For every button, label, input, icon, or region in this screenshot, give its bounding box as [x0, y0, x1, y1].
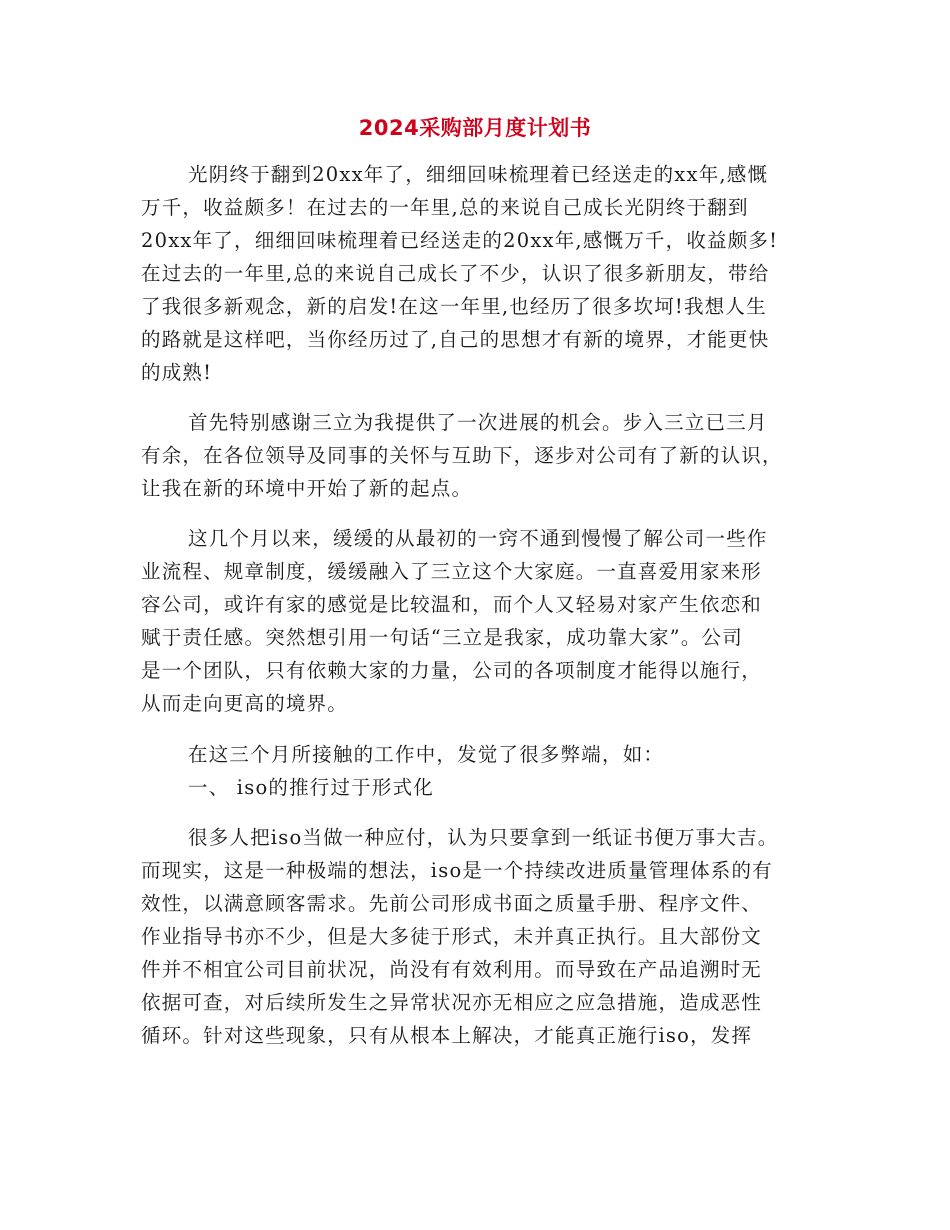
body-line: 容公司，或许有家的感觉是比较温和，而个人又轻易对家产生依恋和	[141, 593, 763, 616]
body-line: 循环。针对这些现象，只有从根本上解决，才能真正施行iso，发挥	[141, 1024, 753, 1047]
body-line: 在过去的一年里,总的来说自己成长了不少，认识了很多新朋友，带给	[141, 262, 770, 285]
body-line: 首先特别感谢三立为我提供了一次进展的机会。步入三立已三月	[188, 411, 768, 434]
body-line: 而现实，这是一种极端的想法，iso是一个持续改进质量管理体系的有	[141, 859, 773, 882]
body-line: 20xx年了，细细回味梳理着已经送走的20xx年,感慨万千，收益颇多!	[141, 229, 779, 252]
body-line: 这几个月以来，缓缓的从最初的一窍不通到慢慢了解公司一些作	[188, 527, 768, 550]
body-line: 作业指导书亦不少，但是大多徒于形式，未并真正执行。且大部份文	[141, 925, 763, 948]
body-line: 让我在新的环境中开始了新的起点。	[141, 477, 473, 500]
body-line: 在这三个月所接触的工作中，发觉了很多弊端，如：	[188, 743, 665, 766]
body-line: 依据可查，对后续所发生之异常状况亦无相应之应急措施，造成恶性	[141, 991, 763, 1014]
section-heading: 一、 iso的推行过于形式化	[188, 776, 434, 799]
body-line: 效性，以满意顾客需求。先前公司形成书面之质量手册、程序文件、	[141, 892, 763, 915]
body-line: 的成熟!	[141, 361, 213, 384]
body-line: 了我很多新观念，新的启发!在这一年里,也经历了很多坎坷!我想人生	[141, 295, 767, 318]
body-line: 是一个团队，只有依赖大家的力量，公司的各项制度才能得以施行，	[141, 659, 763, 682]
body-line: 赋于责任感。突然想引用一句话“三立是我家，成功靠大家”。公司	[141, 626, 743, 649]
body-line: 万千，收益颇多！在过去的一年里,总的来说自己成长光阴终于翻到	[141, 196, 749, 219]
body-line: 件并不相宜公司目前状况，尚没有有效利用。而导致在产品追溯时无	[141, 958, 763, 981]
body-line: 业流程、规章制度，缓缓融入了三立这个大家庭。一直喜爱用家来形	[141, 560, 763, 583]
body-line: 从而走向更高的境界。	[141, 692, 349, 715]
body-line: 光阴终于翻到20xx年了，细细回味梳理着已经送走的xx年,感慨	[188, 163, 769, 186]
body-line: 很多人把iso当做一种应付，认为只要拿到一纸证书便万事大吉。	[188, 826, 779, 849]
body-line: 的路就是这样吧，当你经历过了,自己的思想才有新的境界，才能更快	[141, 328, 770, 351]
body-line: 有余，在各位领导及同事的关怀与互助下，逐步对公司有了新的认识，	[141, 444, 783, 467]
document-title: 2024采购部月度计划书	[358, 116, 592, 140]
